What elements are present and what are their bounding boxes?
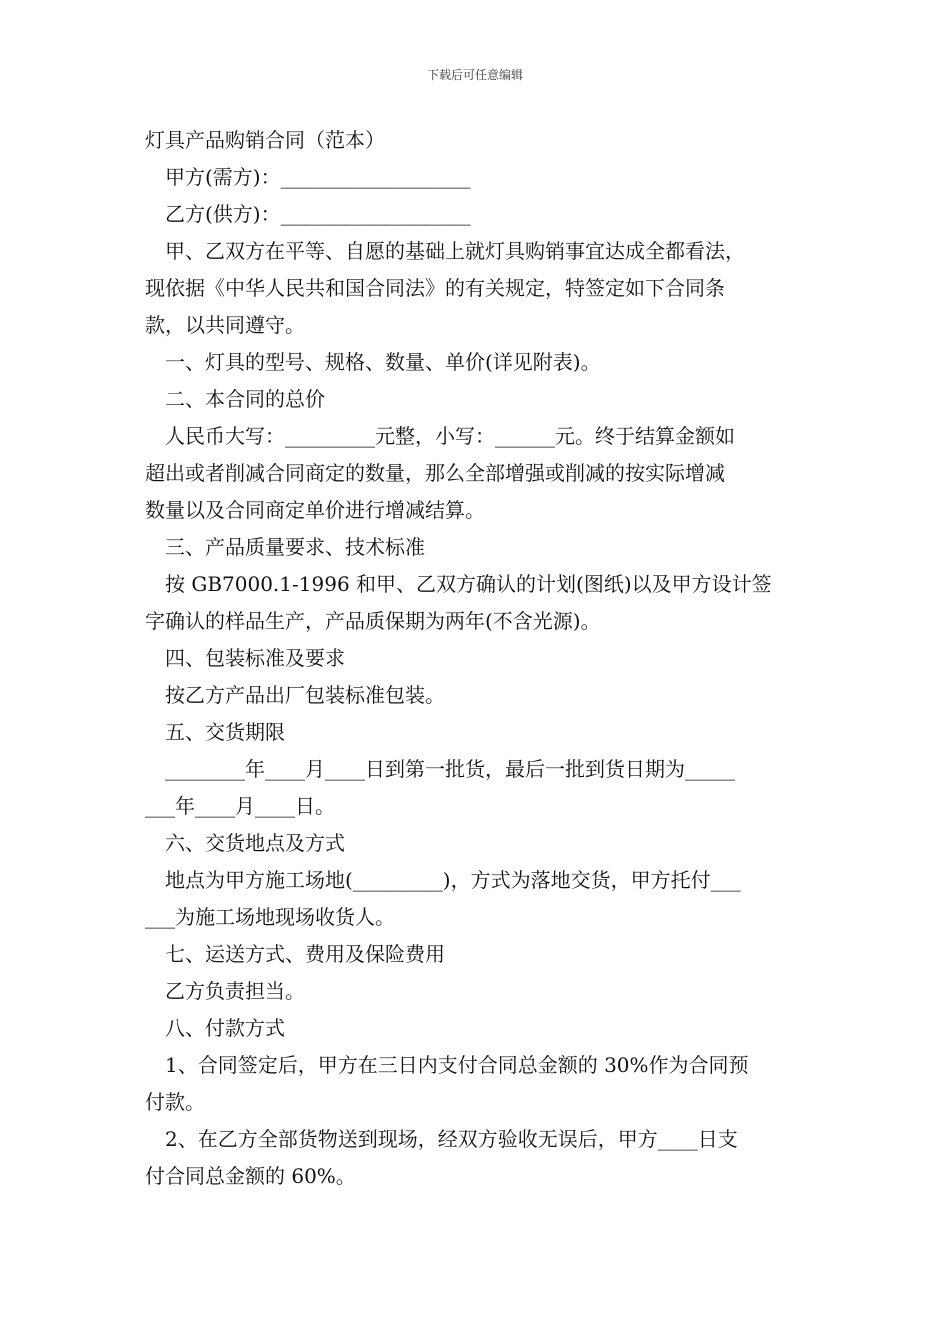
contract-title: 灯具产品购销合同（范本） xyxy=(145,128,385,152)
packaging-line: 按乙方产品出厂包装标准包装。 xyxy=(165,683,445,707)
payment-line: 1、合同签定后，甲方在三日内支付合同总金额的 30%作为合同预 xyxy=(165,1053,749,1077)
page-header-note: 下载后可任意编辑 xyxy=(426,68,523,82)
transport-line: 乙方负责担当。 xyxy=(165,979,305,1003)
section-heading-6: 六、交货地点及方式 xyxy=(165,831,345,855)
section-heading-7: 七、运送方式、费用及保险费用 xyxy=(165,942,445,966)
delivery-place-line: ___为施工场地现场收货人。 xyxy=(145,905,395,929)
section-heading-5: 五、交货期限 xyxy=(165,720,285,744)
quality-line: 按 GB7000.1-1996 和甲、乙双方确认的计划(图纸)以及甲方设计签 xyxy=(165,572,772,596)
section-heading-4: 四、包装标准及要求 xyxy=(165,646,345,670)
quality-line: 字确认的样品生产，产品质保期为两年(不含光源)。 xyxy=(145,609,601,633)
payment-line: 付款。 xyxy=(145,1090,205,1114)
section-heading-8: 八、付款方式 xyxy=(165,1016,285,1040)
contract-body xyxy=(145,122,810,1195)
preamble-line: 现依据《中华人民共和国合同法》的有关规定，特签定如下合同条 xyxy=(145,276,725,300)
section-heading-1: 一、灯具的型号、规格、数量、单价(详见附表)。 xyxy=(165,350,601,374)
delivery-date-line: ________年____月____日到第一批货，最后一批到货日期为_____ xyxy=(165,757,735,781)
section-heading-3: 三、产品质量要求、技术标准 xyxy=(165,535,425,559)
party-a-line: 甲方(需方)：___________________ xyxy=(165,165,471,189)
delivery-date-line: ___年____月____日。 xyxy=(145,794,335,818)
price-line: 超出或者削减合同商定的数量，那么全部增强或削减的按实际增减 xyxy=(145,461,725,485)
preamble-line: 甲、乙双方在平等、自愿的基础上就灯具购销事宜达成全都看法， xyxy=(165,239,745,263)
delivery-place-line: 地点为甲方施工场地(_________)，方式为落地交货，甲方托付___ xyxy=(165,868,741,892)
party-b-line: 乙方(供方)：___________________ xyxy=(165,202,471,226)
section-heading-2: 二、本合同的总价 xyxy=(165,387,325,411)
preamble-line: 款，以共同遵守。 xyxy=(145,313,305,337)
payment-line: 付合同总金额的 60%。 xyxy=(145,1164,356,1188)
price-line: 人民币大写：_________元整，小写：______元。终于结算金额如 xyxy=(165,424,735,448)
price-line: 数量以及合同商定单价进行增减结算。 xyxy=(145,498,485,522)
payment-line: 2、在乙方全部货物送到现场，经双方验收无误后，甲方____日支 xyxy=(165,1127,738,1151)
